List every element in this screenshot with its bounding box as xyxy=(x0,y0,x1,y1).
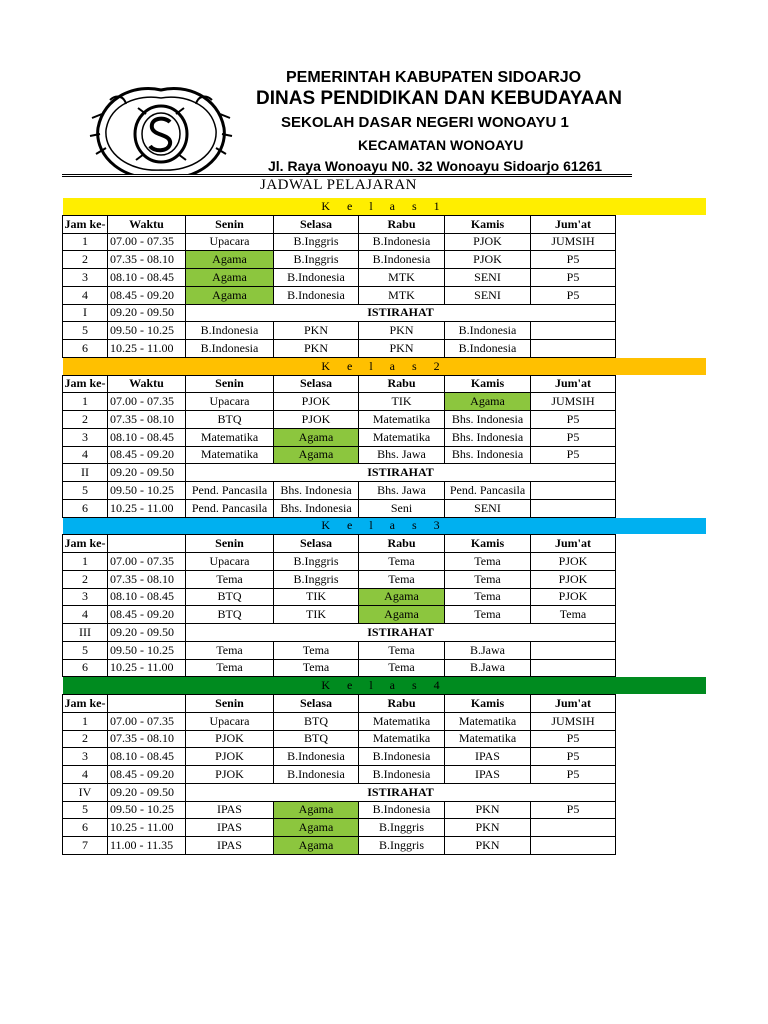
time-slot: 08.10 - 08.45 xyxy=(108,269,186,287)
time-slot: 09.50 - 10.25 xyxy=(108,801,186,819)
subject-cell: Bhs. Indonesia xyxy=(445,446,531,464)
subject-cell: PKN xyxy=(274,340,359,358)
period-number: 6 xyxy=(63,659,108,677)
subject-cell: B.Inggris xyxy=(274,553,359,571)
subject-cell: BTQ xyxy=(274,712,359,730)
subject-cell xyxy=(531,322,616,340)
time-slot: 08.10 - 08.45 xyxy=(108,428,186,446)
period-number: 7 xyxy=(63,837,108,855)
time-slot: 07.35 - 08.10 xyxy=(108,411,186,429)
class-banner xyxy=(63,517,706,535)
subject-cell: Matematika xyxy=(186,446,274,464)
time-slot: 08.45 - 09.20 xyxy=(108,286,186,304)
spacer-cell xyxy=(616,482,706,500)
class-banner xyxy=(63,357,706,375)
time-slot: 10.25 - 11.00 xyxy=(108,340,186,358)
period-number: 6 xyxy=(63,819,108,837)
subject-cell: Agama xyxy=(445,393,531,411)
subject-cell: Tema xyxy=(274,659,359,677)
schedule-row xyxy=(63,606,706,624)
column-header: Kamis xyxy=(445,695,531,713)
class-banner xyxy=(63,677,706,695)
subject-cell: B.Indonesia xyxy=(359,801,445,819)
subject-cell: Pend. Pancasila xyxy=(186,499,274,517)
schedule-row xyxy=(63,712,706,730)
subject-cell: B.Indonesia xyxy=(186,340,274,358)
time-slot: 09.20 - 09.50 xyxy=(108,624,186,642)
subject-cell: PJOK xyxy=(531,588,616,606)
column-header xyxy=(108,695,186,713)
subject-cell: PKN xyxy=(445,819,531,837)
period-number: 5 xyxy=(63,482,108,500)
spacer-cell xyxy=(616,783,706,801)
subject-cell: B.Indonesia xyxy=(359,251,445,269)
period-number: 1 xyxy=(63,233,108,251)
subject-cell: IPAS xyxy=(186,819,274,837)
subject-cell xyxy=(531,819,616,837)
subject-cell: PJOK xyxy=(274,411,359,429)
subject-cell: B.Indonesia xyxy=(274,286,359,304)
schedule-row xyxy=(63,766,706,784)
subject-cell: P5 xyxy=(531,411,616,429)
class-banner-label: K e l a s 2 xyxy=(63,357,706,375)
spacer-cell xyxy=(616,411,706,429)
header-line-department: DINAS PENDIDIKAN DAN KEBUDAYAAN xyxy=(256,88,622,109)
subject-cell: B.Indonesia xyxy=(274,269,359,287)
subject-cell: B.Inggris xyxy=(274,251,359,269)
time-slot: 09.50 - 10.25 xyxy=(108,641,186,659)
spacer-cell xyxy=(616,233,706,251)
subject-cell: B.Inggris xyxy=(274,570,359,588)
spacer-cell xyxy=(616,428,706,446)
schedule-row xyxy=(63,233,706,251)
subject-cell: Agama xyxy=(274,446,359,464)
subject-cell: Agama xyxy=(186,269,274,287)
time-slot: 08.45 - 09.20 xyxy=(108,606,186,624)
spacer-cell xyxy=(616,269,706,287)
time-slot: 07.00 - 07.35 xyxy=(108,553,186,571)
subject-cell: Agama xyxy=(274,801,359,819)
subject-cell: SENI xyxy=(445,286,531,304)
time-slot: 07.35 - 08.10 xyxy=(108,251,186,269)
time-slot: 07.35 - 08.10 xyxy=(108,730,186,748)
column-header: Jam ke- xyxy=(63,535,108,553)
column-header: Kamis xyxy=(445,375,531,393)
subject-cell: Tema xyxy=(186,570,274,588)
subject-cell: TIK xyxy=(359,393,445,411)
subject-cell xyxy=(531,837,616,855)
subject-cell: P5 xyxy=(531,730,616,748)
spacer-cell xyxy=(616,464,706,482)
schedule-row xyxy=(63,411,706,429)
period-number: 5 xyxy=(63,801,108,819)
subject-cell: Bhs. Indonesia xyxy=(445,411,531,429)
spacer-cell xyxy=(616,251,706,269)
spacer-cell xyxy=(616,766,706,784)
subject-cell xyxy=(531,340,616,358)
column-header: Selasa xyxy=(274,215,359,233)
schedule-row xyxy=(63,269,706,287)
column-header: Senin xyxy=(186,215,274,233)
column-header: Jam ke- xyxy=(63,215,108,233)
subject-cell: Agama xyxy=(186,286,274,304)
period-number: 5 xyxy=(63,641,108,659)
spacer-cell xyxy=(616,641,706,659)
spacer-cell xyxy=(616,659,706,677)
schedule-header-row xyxy=(63,535,706,553)
schedule-row xyxy=(63,482,706,500)
header-divider xyxy=(62,174,632,175)
spacer-cell xyxy=(616,606,706,624)
subject-cell: B.Indonesia xyxy=(359,233,445,251)
column-header: Selasa xyxy=(274,375,359,393)
spacer-cell xyxy=(616,446,706,464)
schedule-row xyxy=(63,570,706,588)
subject-cell: Bhs. Indonesia xyxy=(445,428,531,446)
column-header: Senin xyxy=(186,695,274,713)
subject-cell: Upacara xyxy=(186,553,274,571)
subject-cell: P5 xyxy=(531,766,616,784)
subject-cell: B.Indonesia xyxy=(359,748,445,766)
schedule-row xyxy=(63,428,706,446)
period-number: 6 xyxy=(63,499,108,517)
subject-cell: P5 xyxy=(531,269,616,287)
subject-cell: Agama xyxy=(186,251,274,269)
subject-cell: B.Indonesia xyxy=(445,340,531,358)
spacer-cell xyxy=(616,393,706,411)
schedule-row xyxy=(63,553,706,571)
break-label: ISTIRAHAT xyxy=(186,783,616,801)
letterhead xyxy=(0,60,768,175)
subject-cell: Bhs. Indonesia xyxy=(274,482,359,500)
time-slot: 07.00 - 07.35 xyxy=(108,233,186,251)
column-header: Jum'at xyxy=(531,215,616,233)
column-header: Jam ke- xyxy=(63,695,108,713)
subject-cell: B.Indonesia xyxy=(445,322,531,340)
schedule-row xyxy=(63,251,706,269)
spacer-cell xyxy=(616,837,706,855)
time-slot: 09.50 - 10.25 xyxy=(108,482,186,500)
column-header: Senin xyxy=(186,535,274,553)
subject-cell: Agama xyxy=(274,837,359,855)
subject-cell xyxy=(531,499,616,517)
break-label: ISTIRAHAT xyxy=(186,624,616,642)
period-number: 4 xyxy=(63,286,108,304)
period-number: IV xyxy=(63,783,108,801)
time-slot: 07.00 - 07.35 xyxy=(108,712,186,730)
subject-cell: PJOK xyxy=(186,748,274,766)
class-banner-label: K e l a s 4 xyxy=(63,677,706,695)
subject-cell: Matematika xyxy=(445,730,531,748)
spacer-cell xyxy=(616,570,706,588)
period-number: 1 xyxy=(63,393,108,411)
schedule-row xyxy=(63,783,706,801)
schedule-header-row xyxy=(63,695,706,713)
subject-cell: Agama xyxy=(359,588,445,606)
schedule-header-row xyxy=(63,375,706,393)
time-slot: 09.20 - 09.50 xyxy=(108,464,186,482)
subject-cell: PJOK xyxy=(531,553,616,571)
schedule-row xyxy=(63,322,706,340)
subject-cell: P5 xyxy=(531,446,616,464)
subject-cell: Bhs. Jawa xyxy=(359,446,445,464)
column-header: Rabu xyxy=(359,375,445,393)
subject-cell: P5 xyxy=(531,428,616,446)
column-header: Jam ke- xyxy=(63,375,108,393)
column-header: Selasa xyxy=(274,535,359,553)
subject-cell: Tema xyxy=(445,606,531,624)
subject-cell: Agama xyxy=(274,428,359,446)
period-number: 6 xyxy=(63,340,108,358)
subject-cell: IPAS xyxy=(186,837,274,855)
period-number: 4 xyxy=(63,446,108,464)
subject-cell: Matematika xyxy=(186,428,274,446)
time-slot: 07.00 - 07.35 xyxy=(108,393,186,411)
subject-cell: PJOK xyxy=(274,393,359,411)
subject-cell: PKN xyxy=(359,340,445,358)
subject-cell: Matematika xyxy=(445,712,531,730)
time-slot: 09.50 - 10.25 xyxy=(108,322,186,340)
subject-cell: BTQ xyxy=(186,588,274,606)
subject-cell: IPAS xyxy=(445,748,531,766)
subject-cell: P5 xyxy=(531,286,616,304)
spacer-cell xyxy=(616,304,706,322)
subject-cell: Tema xyxy=(186,641,274,659)
period-number: 1 xyxy=(63,553,108,571)
header-line-district: KECAMATAN WONOAYU xyxy=(358,137,524,153)
column-header: Waktu xyxy=(108,215,186,233)
class-banner xyxy=(63,198,706,215)
schedule-row xyxy=(63,819,706,837)
subject-cell: Matematika xyxy=(359,712,445,730)
subject-cell: JUMSIH xyxy=(531,712,616,730)
column-header: Senin xyxy=(186,375,274,393)
subject-cell: BTQ xyxy=(274,730,359,748)
spacer-cell xyxy=(616,801,706,819)
header-line-address: Jl. Raya Wonoayu N0. 32 Wonoayu Sidoarjo 61261 xyxy=(268,158,603,174)
subject-cell: Tema xyxy=(445,588,531,606)
subject-cell: PJOK xyxy=(445,233,531,251)
subject-cell: Tema xyxy=(359,553,445,571)
subject-cell xyxy=(531,659,616,677)
subject-cell: PKN xyxy=(445,837,531,855)
sidoarjo-emblem-icon xyxy=(86,78,236,175)
column-header: Kamis xyxy=(445,535,531,553)
page-title: JADWAL PELAJARAN xyxy=(259,177,418,193)
spacer-cell xyxy=(616,286,706,304)
schedule-row xyxy=(63,286,706,304)
spacer-cell xyxy=(616,748,706,766)
schedule-row xyxy=(63,446,706,464)
subject-cell: Bhs. Jawa xyxy=(359,482,445,500)
time-slot: 08.10 - 08.45 xyxy=(108,748,186,766)
period-number: I xyxy=(63,304,108,322)
time-slot: 08.45 - 09.20 xyxy=(108,446,186,464)
subject-cell: IPAS xyxy=(186,801,274,819)
subject-cell: Tema xyxy=(359,641,445,659)
schedule-row xyxy=(63,624,706,642)
column-header: Rabu xyxy=(359,535,445,553)
subject-cell: Upacara xyxy=(186,393,274,411)
subject-cell: B.Inggris xyxy=(359,819,445,837)
schedule-row xyxy=(63,304,706,322)
subject-cell: SENI xyxy=(445,499,531,517)
period-number: 2 xyxy=(63,251,108,269)
schedule-header-row xyxy=(63,215,706,233)
period-number: 2 xyxy=(63,730,108,748)
schedule-row xyxy=(63,659,706,677)
subject-cell xyxy=(531,641,616,659)
subject-cell xyxy=(531,482,616,500)
spacer-cell xyxy=(616,535,706,553)
subject-cell: PKN xyxy=(445,801,531,819)
subject-cell: Upacara xyxy=(186,712,274,730)
subject-cell: PJOK xyxy=(186,730,274,748)
subject-cell: Bhs. Indonesia xyxy=(274,499,359,517)
time-slot: 10.25 - 11.00 xyxy=(108,499,186,517)
subject-cell: JUMSIH xyxy=(531,393,616,411)
subject-cell: P5 xyxy=(531,251,616,269)
schedule-row xyxy=(63,801,706,819)
time-slot: 11.00 - 11.35 xyxy=(108,837,186,855)
time-slot: 09.20 - 09.50 xyxy=(108,783,186,801)
period-number: 1 xyxy=(63,712,108,730)
subject-cell: SENI xyxy=(445,269,531,287)
column-header xyxy=(108,535,186,553)
subject-cell: BTQ xyxy=(186,606,274,624)
subject-cell: P5 xyxy=(531,801,616,819)
time-slot: 07.35 - 08.10 xyxy=(108,570,186,588)
subject-cell: Pend. Pancasila xyxy=(186,482,274,500)
subject-cell: B.Inggris xyxy=(274,233,359,251)
spacer-cell xyxy=(616,588,706,606)
subject-cell: B.Jawa xyxy=(445,659,531,677)
subject-cell: Seni xyxy=(359,499,445,517)
schedule-row xyxy=(63,393,706,411)
period-number: 2 xyxy=(63,570,108,588)
subject-cell: Tema xyxy=(445,553,531,571)
column-header: Jum'at xyxy=(531,695,616,713)
period-number: 3 xyxy=(63,748,108,766)
time-slot: 08.10 - 08.45 xyxy=(108,588,186,606)
schedule-row xyxy=(63,837,706,855)
schedule-row xyxy=(63,588,706,606)
subject-cell: Tema xyxy=(445,570,531,588)
period-number: 3 xyxy=(63,588,108,606)
subject-cell: PJOK xyxy=(186,766,274,784)
subject-cell: B.Jawa xyxy=(445,641,531,659)
schedule-row xyxy=(63,641,706,659)
subject-cell: PJOK xyxy=(531,570,616,588)
column-header: Rabu xyxy=(359,695,445,713)
subject-cell: B.Inggris xyxy=(359,837,445,855)
column-header: Selasa xyxy=(274,695,359,713)
time-slot: 10.25 - 11.00 xyxy=(108,819,186,837)
subject-cell: B.Indonesia xyxy=(359,766,445,784)
schedule-row xyxy=(63,730,706,748)
spacer-cell xyxy=(616,624,706,642)
period-number: 5 xyxy=(63,322,108,340)
class-banner-label: K e l a s 3 xyxy=(63,517,706,535)
subject-cell: P5 xyxy=(531,748,616,766)
spacer-cell xyxy=(616,819,706,837)
period-number: 4 xyxy=(63,766,108,784)
period-number: 4 xyxy=(63,606,108,624)
column-header: Jum'at xyxy=(531,375,616,393)
spacer-cell xyxy=(616,340,706,358)
spacer-cell xyxy=(616,712,706,730)
time-slot: 09.20 - 09.50 xyxy=(108,304,186,322)
subject-cell: PKN xyxy=(359,322,445,340)
column-header: Kamis xyxy=(445,215,531,233)
header-line-school: SEKOLAH DASAR NEGERI WONOAYU 1 xyxy=(281,114,569,131)
time-slot: 08.45 - 09.20 xyxy=(108,766,186,784)
period-number: 3 xyxy=(63,269,108,287)
spacer-cell xyxy=(616,215,706,233)
subject-cell: JUMSIH xyxy=(531,233,616,251)
schedule-table xyxy=(62,198,706,855)
break-label: ISTIRAHAT xyxy=(186,304,616,322)
spacer-cell xyxy=(616,322,706,340)
subject-cell: Tema xyxy=(359,570,445,588)
subject-cell: Tema xyxy=(186,659,274,677)
subject-cell: Matematika xyxy=(359,411,445,429)
subject-cell: Matematika xyxy=(359,428,445,446)
break-label: ISTIRAHAT xyxy=(186,464,616,482)
header-line-government: PEMERINTAH KABUPATEN SIDOARJO xyxy=(286,69,582,86)
subject-cell: Tema xyxy=(359,659,445,677)
spacer-cell xyxy=(616,553,706,571)
subject-cell: PJOK xyxy=(445,251,531,269)
column-header: Rabu xyxy=(359,215,445,233)
subject-cell: Pend. Pancasila xyxy=(445,482,531,500)
subject-cell: Tema xyxy=(531,606,616,624)
schedule-row xyxy=(63,340,706,358)
class-banner-label: K e l a s 1 xyxy=(63,198,706,215)
subject-cell: B.Indonesia xyxy=(274,766,359,784)
time-slot: 10.25 - 11.00 xyxy=(108,659,186,677)
period-number: 3 xyxy=(63,428,108,446)
column-header: Jum'at xyxy=(531,535,616,553)
subject-cell: Agama xyxy=(359,606,445,624)
period-number: 2 xyxy=(63,411,108,429)
spacer-cell xyxy=(616,375,706,393)
period-number: III xyxy=(63,624,108,642)
subject-cell: IPAS xyxy=(445,766,531,784)
schedule-row xyxy=(63,464,706,482)
subject-cell: MTK xyxy=(359,286,445,304)
period-number: II xyxy=(63,464,108,482)
subject-cell: B.Indonesia xyxy=(274,748,359,766)
subject-cell: TIK xyxy=(274,588,359,606)
subject-cell: BTQ xyxy=(186,411,274,429)
spacer-cell xyxy=(616,695,706,713)
subject-cell: MTK xyxy=(359,269,445,287)
subject-cell: Agama xyxy=(274,819,359,837)
subject-cell: TIK xyxy=(274,606,359,624)
subject-cell: Tema xyxy=(274,641,359,659)
spacer-cell xyxy=(616,499,706,517)
subject-cell: Matematika xyxy=(359,730,445,748)
subject-cell: B.Indonesia xyxy=(186,322,274,340)
column-header: Waktu xyxy=(108,375,186,393)
schedule-row xyxy=(63,748,706,766)
spacer-cell xyxy=(616,730,706,748)
schedule-row xyxy=(63,499,706,517)
subject-cell: PKN xyxy=(274,322,359,340)
subject-cell: Upacara xyxy=(186,233,274,251)
